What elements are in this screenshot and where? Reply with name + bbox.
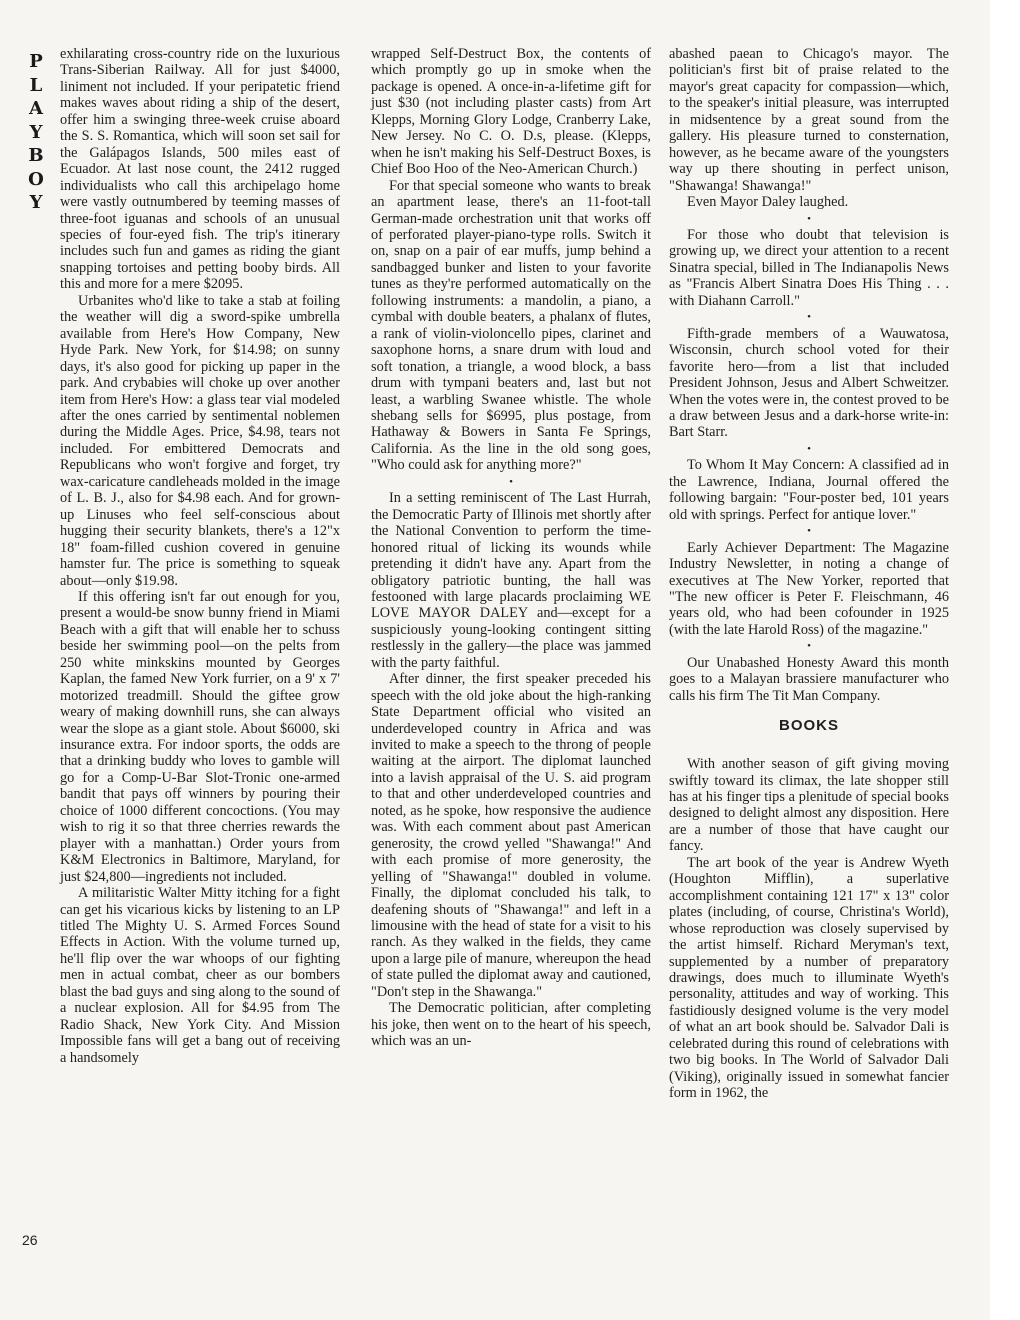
section-separator [669,638,949,654]
article-paragraph: For that special someone who wants to break an apartment lease, there's an 11-foot-tall German-made orchestration unit that works off of perforated player-piano-type rolls. Switch it on, snap on a pair of ear muffs, jump behind a sandbagged bunker and listen to your favorite tunes as they're performed automatically on the following instruments: a mandolin, a piano, a cymbal with double beaters, a phalanx of flutes, a rank of violin-violoncello pipes, clarinet and saxophone horns, a snare drum with loud and soft tonation, a triangle, a wood block, a bass drum with tympani beaters and, last but not least, a warbling Swanee whistle. The whole shebang sells for $6995, plus postage, from Hathaway & Bowers in Santa Fe Springs, California. As the line in the old song goes, "Who could ask for anything more?" [371,177,651,474]
article-paragraph: A militaristic Walter Mitty itching for a fight can get his vicarious kicks by listening to an LP titled The Mighty U. S. Armed Forces Sound Effects in Action. With the volume turned up, he'll flip over the war whoops of our fighting men in actual combat, cheer as our bombers blast the bad guys and sing along to the sound of a nuclear explosion. All for $4.95 from The Radio Shack, New York City. And Mission Impossible fans will get a bang out of receiving a handsomely [60,885,340,1066]
article-paragraph: In a setting reminiscent of The Last Hurrah, the Democratic Party of Illinois met shortly after the National Convention to perform the time-honored ritual of licking its wounds while pretending it didn't have any. Apart from the obligatory patriotic bunting, the hall was festooned with large placards proclaiming WE LOVE MAYOR DALEY and—except for a suspiciously young-looking contingent sitting restlessly in the gallery—the place was jammed with the party faithful. [371,490,651,671]
page-number: 26 [22,1232,38,1248]
masthead-letter: B [28,145,44,166]
page-margin [990,0,1020,1320]
column-3 [669,46,949,1102]
article-paragraph: Even Mayor Daley laughed. [687,194,849,211]
article-paragraph: If this offering isn't far out enough for you, present a would-be snow bunny friend in Miami Beach with a gift that will enable her to schuss beside her swimming pool—on the pelts from 250 white minkskins mounted by Georges Kaplan, the famed New York furrier, on a 9' x 7' motorized treadmill. Should the giftee grow weary of making downhill runs, she can always wear the slope as a giant stole. About $6000, ski insurance extra. For indoor sports, the odds are that a drinking buddy who loves to gamble will go for a Comp-U-Bar Slot-Tronic one-armed bandit that pays off winners by pouring their choice of 1000 different concoctions. (You may wish to rig it so that three cherries rewards the player with a manhattan.) Order yours from K&M Electronics in Baltimore, Maryland, for just $24,800—ingredients not included. [60,588,340,885]
article-paragraph: For those who doubt that television is growing up, we direct your attention to a recent Sinatra special, billed in The Indianapolis News as "Francis Albert Sinatra Does His Thing . . . with Diahann Carroll." [669,226,949,309]
section-separator [669,523,949,539]
masthead-letter: L [29,74,43,96]
masthead-letter: A [29,98,43,119]
article-paragraph: Urbanites who'd like to take a stab at foiling the weather will dig a sword-spike umbrella available from Here's How Company, New Hyde Park. New York, for $14.98; on sunny days, it's also good for picking up paper in the park. And crybabies will choke up over another item from Here's How: a glass tear vial modeled after the ones carried by sentimental noblemen during the Middle Ages. Price, $4.98, tears not included. For embittered Democrats and Republicans who won't forgive and forget, try wax-caricature candleheads molded in the image of L. B. J., also for $4.98 each. And for grown-up Linuses who feel self-conscious about hugging their security blankets, there's a 12"x 18" foam-filled cushion covered in genuine hamster fur. The price is something to squeak about—only $19.98. [60,292,340,589]
section-separator [669,211,949,227]
article-paragraph: After dinner, the first speaker preceded his speech with the old joke about the high-ranking State Department official who visited an underdeveloped country in Africa and was invited to make a speech to the throng of people waiting at the airport. The diplomat launched into a lavish appraisal of the U. S. aid program to that and other underdeveloped countries and noted, as he spoke, how responsive the audience was. With each comment about past American generosity, the crowd yelled "Shawanga!" And with each promise of more generosity, the yelling of "Shawanga!" doubled in volume. Finally, the diplomat concluded his talk, to deafening shouts of "Shawanga!" and left in a limousine with the head of state for a visit to his ranch. As they walked in the fields, they came upon a large pile of manure, whereupon the head of state pulled the diplomat away and cautioned, "Don't step in the Shawanga." [371,671,651,1000]
masthead-letter: Y [29,192,43,213]
article-paragraph: exhilarating cross-country ride on the luxurious Trans-Siberian Railway. All for just $4000, liniment not included. If your peripatetic friend makes waves about riding a ship of the desert, offer him a swinging three-week cruise aboard the S. S. Romantica, which will soon set sail for the Galápagos Islands, 500 miles east of Ecuador. At last nose count, the 2412 rugged individualists who call this archipelago home were vastly outnumbered by teeming masses of three-foot iguanas and schools of an unusual species of four-eyed fish. The trip's itinerary includes such fun and games as riding the giant snapping tortoises and petting booby birds. All this and more for a mere $2095. [60,46,340,293]
article-paragraph: With another season of gift giving moving swiftly toward its climax, the late shopper still has at his finger tips a plenitude of special books designed to delight almost any disposition. Here are a number of those that have caught our fancy. [669,756,949,855]
masthead-letter: Y [29,121,43,143]
article-paragraph: The Democratic politician, after completing his joke, then went on to the heart of his speech, which was an un- [371,1000,651,1050]
article-paragraph: wrapped Self-Destruct Box, the contents of which promptly go up in smoke when the package is opened. A once-in-a-lifetime gift for just $30 (not including plaster casts) from Art Klepps, Morning Glory Lodge, Cranberry Lake, New Jersey. No C. O. D.s, please. (Klepps, when he isn't making his Self-Destruct Boxes, is Chief Boo Hoo of the Neo-American Church.) [371,46,651,178]
column-1 [60,46,340,1066]
section-separator [669,309,949,325]
section-heading: BOOKS [778,717,839,735]
section-separator [669,441,949,457]
section-separator [371,474,651,490]
article-paragraph: Early Achiever Department: The Magazine Industry Newsletter, in noting a change of executives at The New Yorker, reported that "The new officer is Peter F. Fleischmann, 46 years old, who had been cofounder in 1925 (with the late Harold Ross) of the magazine." [669,539,949,638]
column-2 [371,46,651,1050]
masthead-letter: P [29,51,43,72]
article-paragraph: To Whom It May Concern: A classified ad in the Lawrence, Indiana, Journal offered the following bargain: "Four-poster bed, 101 years old with springs. Perfect for antique lover." [669,457,949,523]
article-paragraph: The art book of the year is Andrew Wyeth (Houghton Mifflin), a superlative accomplishment containing 121 17" x 13" color plates (including, of course, Christina's World), whose reproduction was closely supervised by the artist himself. Richard Meryman's text, supplemented by a number of preparatory drawings, does much to illuminate Wyeth's personality, attitudes and way of working. This fastidiously designed volume is the very model of what an art book should be. Salvador Dali is celebrated during this round of celebrations with two big books. In The World of Salvador Dali (Viking), originally issued in somewhat fancier form in 1962, the [669,854,949,1102]
article-paragraph: abashed paean to Chicago's mayor. The politician's first bit of praise related to the mayor's great capacity for compassion—which, to the speaker's initial pleasure, was interrupted in midsentence by a great sound from the gallery. His pleasure turned to consternation, however, as he became aware of the youngsters way up there shouting in perfect unison, "Shawanga! Shawanga!" [669,46,949,194]
masthead-playboy [24,50,48,215]
article-paragraph: Fifth-grade members of a Wauwatosa, Wisconsin, church school voted for their favorite hero—from a list that included President Johnson, Jesus and Albert Schweitzer. When the votes were in, the contest proved to be a draw between Jesus and a dark-horse write-in: Bart Starr. [669,325,949,441]
article-paragraph: Our Unabashed Honesty Award this month goes to a Malayan brassiere manufacturer who calls his firm The Tit Man Company. [669,654,949,704]
masthead-letter: O [28,168,44,190]
